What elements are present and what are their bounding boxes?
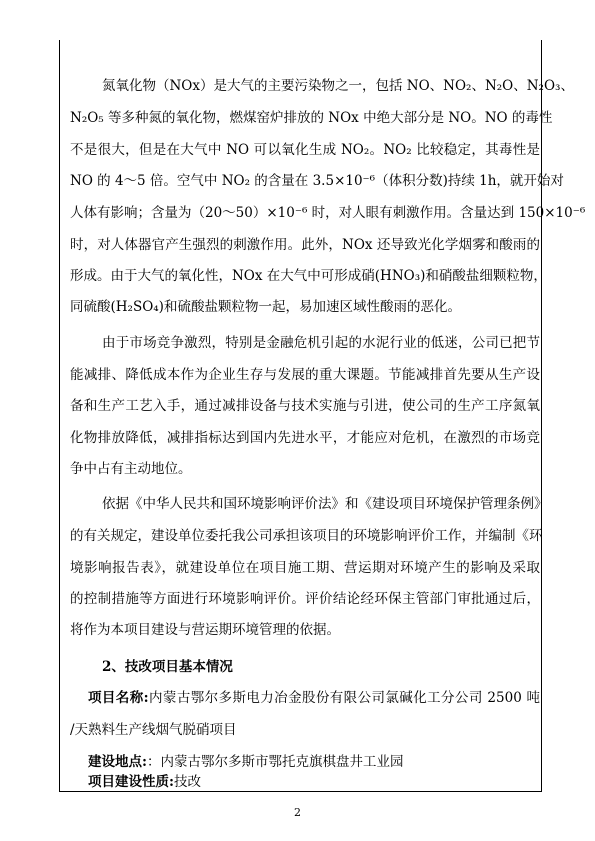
paragraph-line: N₂O₅ 等多种氮的氧化物，燃煤窑炉排放的 NOx 中绝大部分是 NO。NO 的毒性: [70, 110, 553, 126]
paragraph-line: 形成。由于大气的氧化性，NOx 在大气中可形成硝(HNO₃)和硝酸盐细颗粒物，: [70, 268, 547, 284]
project-name-row: [88, 690, 540, 706]
paragraph-line: 境影响报告表》，就建设单位在项目施工期、营运期对环境产生的影响及采取: [70, 560, 540, 576]
paragraph-line: 能减排、降低成本作为企业生存与发展的重大课题。节能减排首先要从生产设: [70, 367, 540, 383]
paragraph-line: 备和生产工艺入手，通过减排设备与技术实施与引进，使公司的生产工序氮氧: [70, 398, 540, 414]
paragraph-line: 将作为本项目建设与营运期环境管理的依据。: [70, 622, 340, 638]
paragraph-line: 时，对人体器官产生强烈的刺激作用。此外，NOx 还导致光化学烟雾和酸雨的: [70, 237, 540, 253]
project-name-value: 内蒙古鄂尔多斯电力冶金股份有限公司氯碱化工分公司 2500 吨: [148, 690, 540, 706]
project-name-continued: /天熟料生产线烟气脱硝项目: [70, 722, 237, 738]
paragraph-line: 人体有影响；含量为（20～50）×10⁻⁶ 时，对人眼有刺激作用。含量达到 150×10⁻⁶: [70, 205, 586, 221]
paragraph-line: 化物排放降低，减排指标达到国内先进水平，才能应对危机，在激烈的市场竞: [70, 430, 540, 446]
section-heading: 2、技改项目基本情况: [102, 659, 233, 675]
paragraph-line: 同硫酸(H₂SO₄)和硫酸盐颗粒物一起，易加速区域性酸雨的恶化。: [70, 299, 461, 315]
nature-row: [88, 774, 201, 790]
location-row: [88, 754, 403, 770]
paragraph-line: NO 的 4～5 倍。空气中 NO₂ 的含量在 3.5×10⁻⁶（体积分数)持续 1h，就开始对: [70, 173, 564, 189]
paragraph-line: 争中占有主动地位。: [70, 461, 192, 477]
nature-label: 项目建设性质:: [88, 774, 174, 790]
location-label: 建设地点:: [88, 754, 147, 770]
paragraph-line: 的有关规定，建设单位委托我公司承担该项目的环境影响评价工作，并编制《环: [70, 528, 543, 544]
paragraph-line: 由于市场竞争激烈，特别是金融危机引起的水泥行业的低迷，公司已把节: [102, 335, 540, 351]
nature-value: 技改: [173, 774, 201, 790]
paragraph-line: 的控制措施等方面进行环境影响评价。评价结论经环保主管部门审批通过后，: [70, 591, 540, 607]
location-value: ：内蒙古鄂尔多斯市鄂托克旗棋盘井工业园: [146, 754, 404, 770]
project-name-label: 项目名称:: [88, 690, 149, 706]
page-number: 2: [294, 806, 301, 819]
paragraph-line: 依据《中华人民共和国环境影响评价法》和《建设项目环境保护管理条例》: [102, 496, 548, 512]
paragraph-line: 不是很大，但是在大气中 NO 可以氧化生成 NO₂。NO₂ 比较稳定，其毒性是: [70, 142, 540, 158]
paragraph-line: 氮氧化物（NOx）是大气的主要污染物之一，包括 NO、NO₂、N₂O、N₂O₃、: [102, 78, 574, 94]
